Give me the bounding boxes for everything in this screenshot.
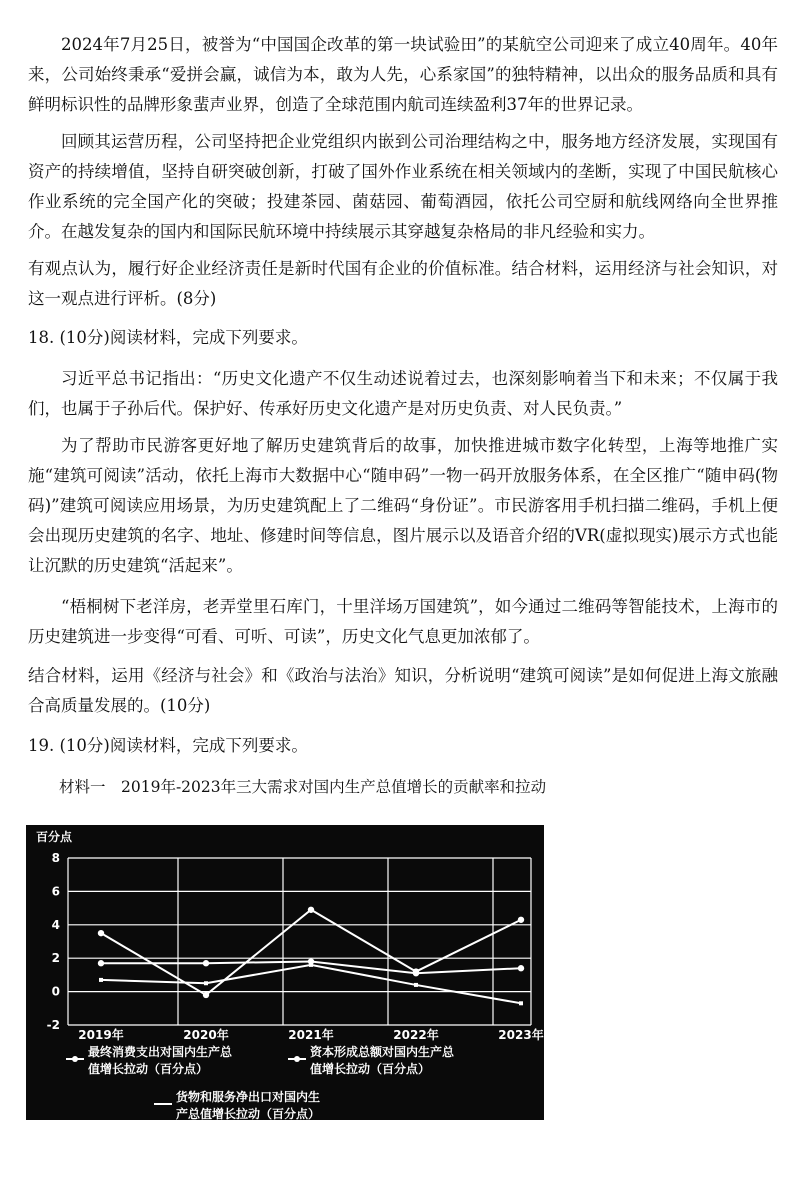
gridlines [68, 858, 531, 1025]
data-point [518, 917, 524, 923]
data-point [204, 981, 208, 985]
question-19-heading: 19. (10分)阅读材料，完成下列要求。 [28, 736, 308, 755]
x-tick-label: 2020年 [183, 1028, 229, 1042]
legend-label: 产总值增长拉动（百分点） [176, 1107, 321, 1120]
y-tick-label: 4 [51, 917, 60, 932]
data-point [309, 963, 313, 967]
y-tick-label: 2 [51, 951, 60, 966]
data-point [98, 960, 104, 966]
x-tick-label: 2021年 [288, 1028, 334, 1042]
question-18-prompt: 结合材料，运用《经济与社会》和《政治与法治》知识，分析说明“建筑可阅读”是如何促进上海文旅融合高质量发展的。(10分) [28, 666, 778, 715]
legend [66, 1044, 455, 1120]
chart-svg [26, 825, 544, 1120]
legend-marker [72, 1056, 78, 1062]
legend-marker [294, 1056, 300, 1062]
question-18-heading: 18. (10分)阅读材料，完成下列要求。 [28, 328, 308, 347]
data-point [99, 978, 103, 982]
legend-label: 最终消费支出对国内生产总 [88, 1045, 233, 1059]
legend-label: 值增长拉动（百分点） [88, 1062, 209, 1076]
data-point [413, 970, 419, 976]
x-tick-label: 2019年 [78, 1028, 124, 1042]
data-point [98, 930, 104, 936]
legend-label: 资本形成总额对国内生产总 [310, 1045, 455, 1059]
y-axis-label: 百分点 [36, 830, 73, 844]
paragraph-shanghai: “梧桐树下老洋房，老弄堂里石库门，十里洋场万国建筑”，如今通过二维码等智能技术，上海市的历史建筑进一步变得“可看、可听、可读”，历史文化气息更加浓郁了。 [28, 597, 778, 646]
data-point [518, 965, 524, 971]
y-tick-labels [47, 851, 60, 1032]
x-tick-label: 2022年 [393, 1028, 439, 1042]
x-tick-labels [78, 1027, 543, 1042]
paragraph-operations: 回顾其运营历程，公司坚持把企业党组织内嵌到公司治理结构之中，服务地方经济发展，实现国有资产的持续增值，坚持自研突破创新，打破了国外作业系统在相关领域内的垄断，实现了中国民航核心作业系统的完全国产化的突破；投建茶园、菌菇园、葡萄酒园，依托公司空厨和航线网络向全世界推介。在越发复杂的国内和国际民航环境中持续展示其穿越复杂格局的非凡经验和实力。 [28, 132, 778, 241]
y-tick-label: -2 [46, 1018, 60, 1032]
quote-paragraph: 习近平总书记指出：“历史文化遗产不仅生动述说着过去，也深刻影响着当下和未来；不仅属于我们，也属于子孙后代。保护好、传承好历史文化遗产是对历史负责、对人民负责。” [28, 369, 778, 418]
y-tick-label: 8 [51, 851, 60, 865]
data-point [203, 960, 209, 966]
paragraph-readable-buildings: 为了帮助市民游客更好地了解历史建筑背后的故事，加快推进城市数字化转型，上海等地推广实施“建筑可阅读”活动，依托上海市大数据中心“随申码”一物一码开放服务体系，在全区推广“随申码(物码)”建筑可阅读应用场景，为历史建筑配上了二维码“身份证”。市民游客用手机扫描二维码，手机上便会出现历史建筑的名字、地址、修建时间等信息，图片展示以及语音介绍的VR(虚拟现实)展示方式也能让沉默的历史建筑“活起来”。 [28, 436, 778, 575]
question-17-prompt: 有观点认为，履行好企业经济责任是新时代国有企业的价值标准。结合材料，运用经济与社会知识，对这一观点进行评析。(8分) [28, 259, 778, 308]
series-group [98, 907, 524, 1006]
data-point [203, 992, 209, 998]
y-tick-label: 0 [51, 984, 60, 999]
line-chart [26, 825, 544, 1120]
data-point [519, 1001, 523, 1005]
material-one-caption: 材料一 2019年-2023年三大需求对国内生产总值增长的贡献率和拉动 [59, 778, 547, 796]
data-point [308, 907, 314, 913]
legend-label: 货物和服务净出口对国内生 [176, 1090, 321, 1104]
x-tick-label: 2023年 [498, 1028, 544, 1042]
data-point [414, 983, 418, 987]
legend-label: 值增长拉动（百分点） [310, 1062, 431, 1076]
paragraph-anniversary: 2024年7月25日，被誉为“中国国企改革的第一块试验田”的某航空公司迎来了成立40周年。40年来，公司始终秉承“爱拼会赢，诚信为本，敢为人先，心系家国”的独特精神，以出众的服务品质和具有鲜明标识性的品牌形象蜚声业界，创造了全球范围内航司连续盈利37年的世界记录。 [28, 35, 778, 114]
y-tick-label: 6 [51, 884, 60, 899]
